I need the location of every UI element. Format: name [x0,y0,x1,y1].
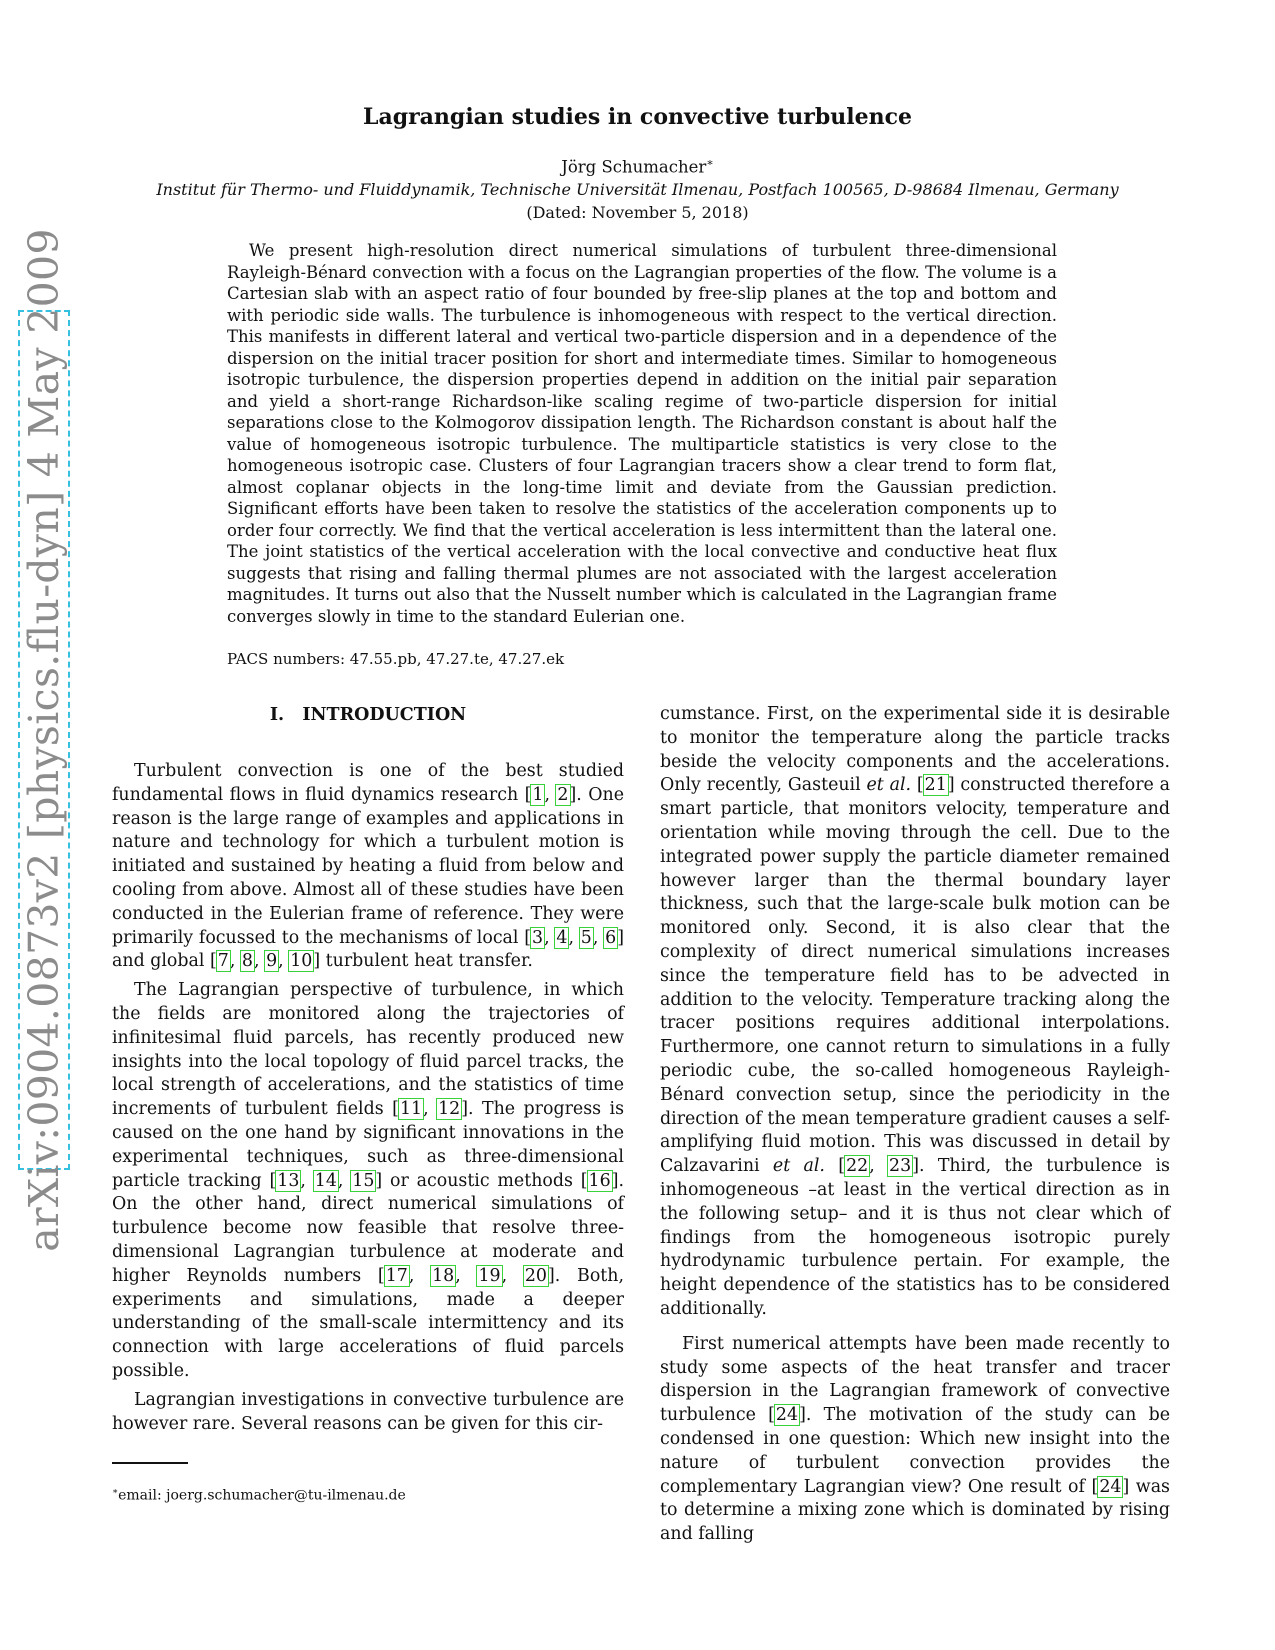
author-name: Jörg Schumacher [561,157,707,177]
citation-link[interactable]: 24 [1099,1476,1122,1497]
footnote [112,1487,406,1504]
citation-link[interactable]: 17 [385,1265,408,1286]
arxiv-identifier-stamp[interactable] [18,228,70,1252]
citation-link[interactable]: 21 [924,775,947,796]
author-line [0,156,1275,177]
paragraph-intro-2: The Lagrangian perspective of turbulence, in which the fields are monitored along the trajectories of infinitesimal fluid parcels, has recently produced new insights into the local topology of fluid parcel tracks, the local strength of accelerations, and the statistics of time increments of turbulent fields [11, 12]. The progress is caused on the one hand by significant innovations in the experimental techniques, such as three-dimensional particle tracking [13, 14, 15] or acoustic methods [16]. On the other hand, direct numerical simulations of turbulence become now feasible that resolve three-dimensional Lagrangian turbulence at moderate and higher Reynolds numbers [17, 18, 19, 20]. Both, experiments and simulations, made a deeper understanding of the small-scale intermittency and its connection with large accelerations of fluid parcels possible. [112,980,625,1381]
author-footnote-mark: ∗ [706,156,714,169]
citation-link[interactable]: 14 [314,1170,337,1191]
section-heading: I. INTRODUCTION [269,705,467,725]
pacs-numbers: PACS numbers: 47.55.pb, 47.27.te, 47.27.ek [227,650,565,668]
citation-link[interactable]: 7 [217,951,229,972]
footnote-email[interactable]: email: joerg.schumacher@tu-ilmenau.de [118,1487,406,1504]
citation-link[interactable]: 20 [524,1265,547,1286]
citation-link[interactable]: 8 [241,951,253,972]
paper-title: Lagrangian studies in convective turbulence [362,104,912,130]
citation-link[interactable]: 6 [605,927,617,948]
paragraph-intro-3-continued: cumstance. First, on the experimental side it is desirable to monitor the temperature along the particle tracks beside the velocity components and the accelerations. Only recently, Gasteuil et al. [21] constructed therefore a smart particle, that monitors velocity, temperature and orientation while moving through the cell. Due to the integrated power supply the particle diameter remained however larger than the thermal boundary layer thickness, such that the large-scale bulk motion can be monitored only. Second, it is also clear that the complexity of direct numerical simulations increases since the temperature field has to be advected in addition to the velocity. Temperature tracking along the tracer positions requires additional interpolations. Furthermore, one cannot return to simulations in a fully periodic cube, the so-called homogeneous Rayleigh-Bénard convection setup, since the periodicity in the direction of the mean temperature gradient causes a self-amplifying fluid motion. This was discussed in detail by Calzavarini et al. [22, 23]. Third, the turbulence is inhomogeneous –at least in the vertical direction as in the following setup– and it is thus not clear which of findings from the homogeneous isotropic purely hydrodynamic turbulence pertain. For example, the height dependence of the statistics has to be considered additionally. [660,704,1170,1319]
abstract: We present high-resolution direct numerical simulations of turbulent three-dimensional Rayleigh-Bénard convection with a focus on the Lagrangian properties of the flow. The volume is a Cartesian slab with an aspect ratio of four bounded by free-slip planes at the top and bottom and with periodic side walls. The turbulence is inhomogeneous with respect to the vertical direction. This manifests in different lateral and vertical two-particle dispersion and in a dependence of the dispersion on the initial tracer position for short and intermediate times. Similar to homogeneous isotropic turbulence, the dispersion properties depend in addition on the initial pair separation and yield a short-range Richardson-like scaling regime of two-particle dispersion for initial separations close to the Kolmogorov dissipation length. The Richardson constant is about half the value of homogeneous isotropic turbulence. The multiparticle statistics is very close to the homogeneous isotropic case. Clusters of four Lagrangian tracers show a clear trend to form flat, almost coplanar objects in the long-time limit and deviate from the Gaussian prediction. Significant efforts have been taken to resolve the statistics of the acceleration components up to order four correctly. We find that the vertical acceleration is less intermittent than the lateral one. The joint statistics of the vertical acceleration with the local convective and conductive heat flux suggests that rising and falling thermal plumes are not associated with the largest acceleration magnitudes. It turns out also that the Nusselt number which is calculated in the Lagrangian frame converges slowly in time to the standard Eulerian one. [227,241,1057,626]
left-column [112,703,624,1436]
citation-link[interactable]: 11 [399,1099,423,1120]
citation-link[interactable]: 9 [266,951,278,972]
citation-link[interactable]: 16 [588,1170,611,1191]
citation-link[interactable]: 22 [846,1156,869,1177]
citation-link[interactable]: 4 [556,927,568,948]
footnote-rule [112,1462,188,1464]
citation-link[interactable]: 15 [352,1170,375,1191]
citation-link[interactable]: 1 [532,784,544,805]
paragraph-intro-1: Turbulent convection is one of the best studied fundamental flows in fluid dynamics research [1, 2]. One reason is the large range of examples and applications in nature and technology for which a turbulent motion is initiated and sustained by heating a fluid from below and cooling from above. Almost all of these studies have been conducted in the Eulerian frame of reference. They were primarily focussed to the mechanisms of local [3, 4, 5, 6] and global [7, 8, 9, 10] turbulent heat transfer. [112,761,624,972]
citation-link[interactable]: 10 [290,951,313,972]
citation-link[interactable]: 24 [775,1405,799,1426]
citation-link[interactable]: 12 [438,1099,461,1120]
paragraph-intro-4: First numerical attempts have been made recently to study some aspects of the heat transfer and tracer dispersion in the Lagrangian framework of convective turbulence [24]. The motivation of the study can be condensed in one question: Which new insight into the nature of turbulent convection provides the complementary Lagrangian view? One result of [24] was to determine a mixing zone which is dominated by rising and falling [660,1333,1170,1545]
citation-link[interactable]: 13 [277,1170,300,1191]
citation-link[interactable]: 19 [478,1265,501,1286]
date-line: (Dated: November 5, 2018) [526,203,749,222]
citation-link[interactable]: 3 [532,927,544,948]
right-column [660,703,1170,1547]
citation-link[interactable]: 18 [432,1265,455,1286]
arxiv-identifier-text: arXiv:0904.0873v2 [physics.flu-dyn] 4 May 2009 [20,228,68,1252]
citation-link[interactable]: 5 [580,927,592,948]
affiliation: Institut für Thermo- und Fluiddynamik, Technische Universität Ilmenau, Postfach 100565, D-98684 Ilmenau, Germany [156,180,1119,199]
citation-link[interactable]: 2 [557,784,569,805]
citation-link[interactable]: 23 [889,1156,912,1177]
footnote-mark: ∗ [112,1487,119,1497]
paragraph-intro-3: Lagrangian investigations in convective turbulence are however rare. Several reasons can be given for this cir- [112,1389,624,1434]
